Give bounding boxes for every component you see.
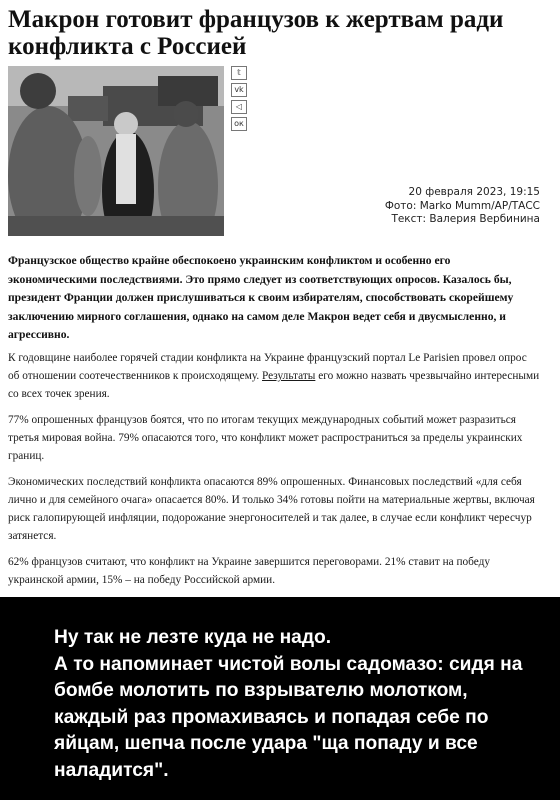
publish-date: 20 февраля 2023, 19:15 — [408, 186, 540, 198]
comment-line-1: Ну так не лезте куда не надо. — [54, 627, 332, 648]
paragraph-1 — [8, 349, 540, 403]
photo-credit: Фото: Marko Mumm/AP/ТАСС — [384, 199, 540, 212]
telegram-icon[interactable]: ◁ — [231, 100, 247, 114]
paragraph-4: 62% французов считают, что конфликт на Украине завершится переговорами. 21% ставит на победу украинской армии, 15% – на победу Российской армии. — [8, 556, 491, 586]
odnoklassniki-icon[interactable]: ок — [231, 117, 247, 131]
paragraph-1-end: его можно назвать чрезвычайно интересными со всех точек зрения. — [8, 370, 540, 400]
author-credit: Текст: Валерия Вербинина — [391, 213, 540, 225]
comment-text — [54, 625, 544, 784]
results-link[interactable]: Результаты — [262, 370, 316, 382]
comment-line-2: А то напоминает чистой волы садомазо: сидя на бомбе молотить по взрывателю молотком, каждый раз промахиваясь и попадая себе по яйцам, шепча после удара "ща попаду и все наладится". — [54, 653, 523, 781]
comment-caption — [0, 597, 560, 800]
paragraph-1-start: К годовщине наиболее горячей стадии конфликта на Украине французский портал Le Parisien провел опрос об отношении соотечественников к происходящему. — [8, 352, 527, 382]
article-lead: Французское общество крайне обеспокоено украинским конфликтом и особенно его экономическими последствиями. Это прямо следует из соответствующих опросов. Казалось бы, президент Франции должен прислушиваться к своим избирателям, способствовать скорейшему заключению мирного соглашения, однако на самом деле Макрон ведет себя и двусмысленно, и агрессивно. — [8, 254, 514, 342]
article-headline: Макрон готовит французов к жертвам ради конфликта с Россией — [8, 6, 504, 60]
article-meta — [280, 186, 540, 227]
share-buttons — [231, 66, 249, 134]
paragraph-2: 77% опрошенных французов боятся, что по итогам текущих международных событий может разразиться третья мировая война. 79% опасаются того, что конфликт может распространиться за пределы украинских границ. — [8, 414, 523, 462]
article-photo[interactable] — [8, 66, 224, 236]
paragraph-3: Экономических последствий конфликта опасаются 89% опрошенных. Финансовых последствий «для себя лично и для семейного очага» опасается 80%. И только 34% готовы пойти на материальные жертвы, включая риск галопирующей инфляции, подорожание энергоносителей и так далее, в случае если конфликт чересчур затянется. — [8, 476, 535, 542]
twitter-icon[interactable]: 𝕥 — [231, 66, 247, 80]
vk-icon[interactable]: vk — [231, 83, 247, 97]
